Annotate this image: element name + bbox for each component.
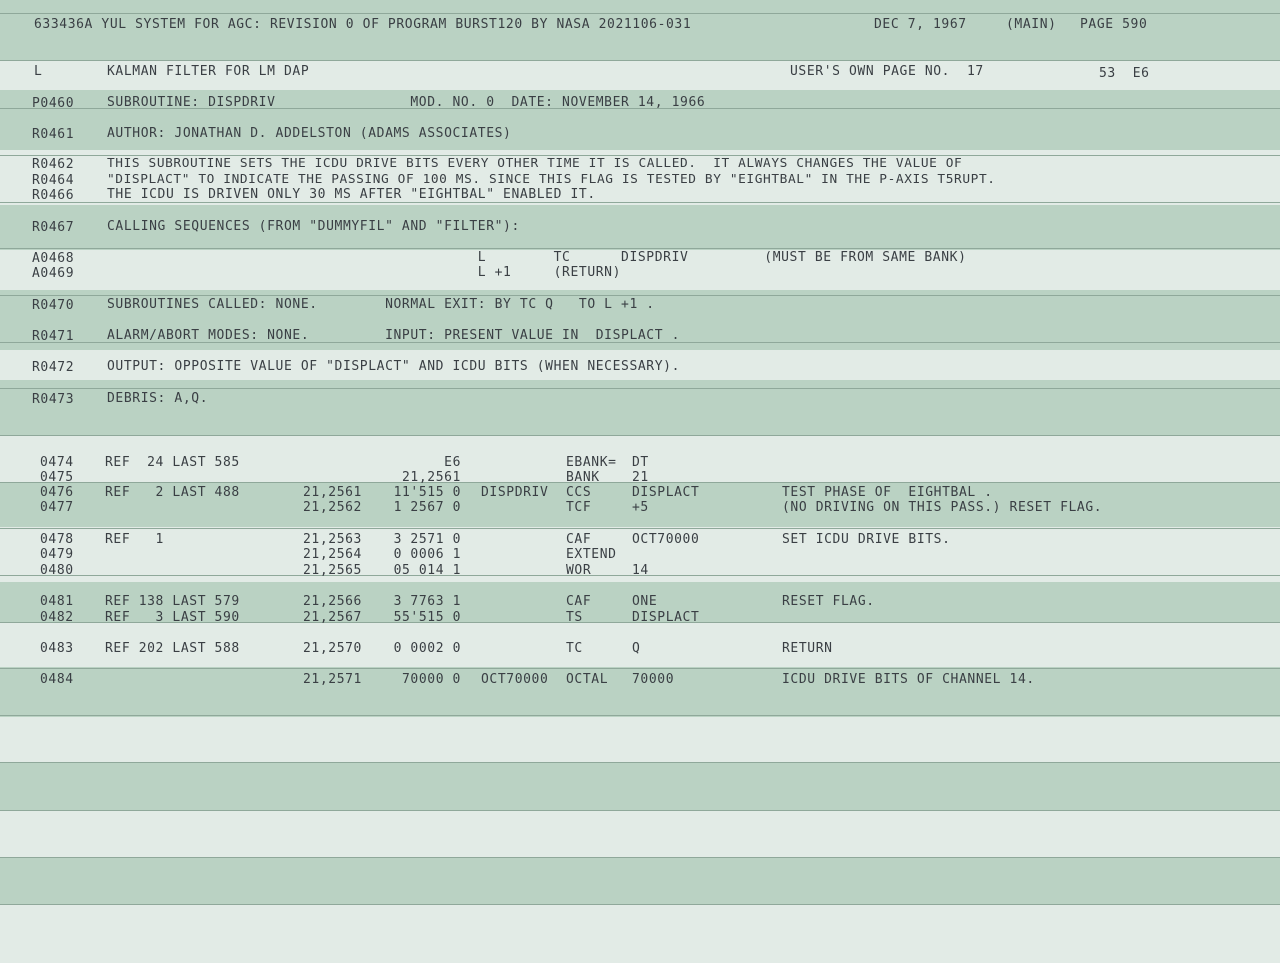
code-ref: REF 3 LAST 590 bbox=[105, 610, 240, 625]
code-op: TS bbox=[566, 610, 583, 625]
code-comment: (NO DRIVING ON THIS PASS.) RESET FLAG. bbox=[782, 500, 1103, 515]
rule-line bbox=[0, 295, 1280, 296]
rule-line bbox=[0, 388, 1280, 389]
rule-line bbox=[0, 60, 1280, 61]
code-comment: TEST PHASE OF EIGHTBAL . bbox=[782, 485, 993, 500]
code-op: TCF bbox=[566, 500, 592, 515]
remark-line-id: R0464 bbox=[32, 173, 75, 188]
paper-band bbox=[0, 762, 1280, 810]
code-op: WOR bbox=[566, 563, 592, 578]
code-line: 0484 bbox=[40, 672, 74, 687]
code-operand: +5 bbox=[632, 500, 649, 515]
remark-line-text: SUBROUTINE: DISPDRIV MOD. NO. 0 DATE: NOVEMBER 14, 1966 bbox=[107, 95, 706, 110]
code-addr: 21,2561 bbox=[303, 485, 362, 500]
remark-line-text: OUTPUT: OPPOSITE VALUE OF "DISPLACT" AND ICDU BITS (WHEN NECESSARY). bbox=[107, 359, 681, 374]
code-ref: REF 138 LAST 579 bbox=[105, 594, 240, 609]
remark-line-id: R0461 bbox=[32, 127, 75, 142]
rule-line bbox=[0, 13, 1280, 14]
code-op: OCTAL bbox=[566, 672, 609, 687]
paper-band bbox=[0, 857, 1280, 904]
code-line: 0483 bbox=[40, 641, 74, 656]
remark-line-id: R0472 bbox=[32, 360, 75, 375]
code-addr: 21,2571 bbox=[303, 672, 362, 687]
code-label: DISPDRIV bbox=[481, 485, 549, 500]
rule-line bbox=[0, 668, 1280, 669]
code-operand: 70000 bbox=[632, 672, 675, 687]
code-line: 0477 bbox=[40, 500, 74, 515]
rule-line bbox=[0, 810, 1280, 811]
title-col1: L bbox=[34, 64, 43, 79]
code-ref: REF 24 LAST 585 bbox=[105, 455, 240, 470]
remark-line-text: "DISPLACT" TO INDICATE THE PASSING OF 100 MS. SINCE THIS FLAG IS TESTED BY "EIGHTBAL" IN THE P-AXIS T5RUPT. bbox=[107, 172, 996, 187]
remark-line-id: R0470 bbox=[32, 298, 75, 313]
header-date: DEC 7, 1967 bbox=[874, 17, 967, 32]
code-line: 0479 bbox=[40, 547, 74, 562]
code-op: TC bbox=[566, 641, 583, 656]
code-addr: 21,2566 bbox=[303, 594, 362, 609]
paper-band bbox=[0, 904, 1280, 963]
code-comment: SET ICDU DRIVE BITS. bbox=[782, 532, 951, 547]
remark-line-text: DEBRIS: A,Q. bbox=[107, 391, 209, 406]
code-word: 0 0002 0 bbox=[393, 641, 461, 656]
rule-line bbox=[0, 762, 1280, 763]
code-line: 0480 bbox=[40, 563, 74, 578]
code-word: 1 2567 0 bbox=[393, 500, 461, 515]
paper-band bbox=[0, 717, 1280, 762]
code-op: EXTEND bbox=[566, 547, 617, 562]
remark-line-text: CALLING SEQUENCES (FROM "DUMMYFIL" AND "FILTER"): bbox=[107, 219, 520, 234]
code-ref: REF 202 LAST 588 bbox=[105, 641, 240, 656]
code-addr: 21,2565 bbox=[303, 563, 362, 578]
remark-line-id: A0468 bbox=[32, 251, 75, 266]
code-op: CAF bbox=[566, 532, 592, 547]
rule-line bbox=[0, 904, 1280, 905]
code-operand: DT bbox=[632, 455, 649, 470]
code-word: 55'515 0 bbox=[393, 610, 461, 625]
code-word: 05 014 1 bbox=[393, 563, 461, 578]
code-operand: 21 bbox=[632, 470, 649, 485]
code-ref: REF 1 bbox=[105, 532, 164, 547]
code-line: 0475 bbox=[40, 470, 74, 485]
code-line: 0482 bbox=[40, 610, 74, 625]
code-addr: 21,2567 bbox=[303, 610, 362, 625]
code-op: EBANK= bbox=[566, 455, 617, 470]
rule-line bbox=[0, 857, 1280, 858]
remark-line-id: R0466 bbox=[32, 188, 75, 203]
header-main: (MAIN) bbox=[1006, 17, 1057, 32]
code-line: 0481 bbox=[40, 594, 74, 609]
code-operand: DISPLACT bbox=[632, 610, 700, 625]
remark-line-id: R0467 bbox=[32, 220, 75, 235]
code-op: BANK bbox=[566, 470, 600, 485]
header-title: 633436A YUL SYSTEM FOR AGC: REVISION 0 OF PROGRAM BURST120 BY NASA 2021106-031 bbox=[34, 17, 692, 32]
remark-line-text: THIS SUBROUTINE SETS THE ICDU DRIVE BITS EVERY OTHER TIME IT IS CALLED. IT ALWAYS CHANGES THE VALUE OF bbox=[107, 156, 963, 171]
remark-line-text: L +1 (RETURN) bbox=[107, 265, 622, 280]
code-comment: RESET FLAG. bbox=[782, 594, 875, 609]
code-word: 70000 0 bbox=[402, 672, 461, 687]
code-line: 0476 bbox=[40, 485, 74, 500]
rule-line bbox=[0, 715, 1280, 716]
code-op: CAF bbox=[566, 594, 592, 609]
subroutine-title: KALMAN FILTER FOR LM DAP bbox=[107, 64, 310, 79]
code-addr: 21,2562 bbox=[303, 500, 362, 515]
code-line: 0474 bbox=[40, 455, 74, 470]
code-addr: 21,2570 bbox=[303, 641, 362, 656]
code-word: 21,2561 bbox=[402, 470, 461, 485]
code-addr: 21,2563 bbox=[303, 532, 362, 547]
header-page: PAGE 590 bbox=[1080, 17, 1148, 32]
remark-line-text: THE ICDU IS DRIVEN ONLY 30 MS AFTER "EIGHTBAL" ENABLED IT. bbox=[107, 187, 596, 202]
remark-line-id: A0469 bbox=[32, 266, 75, 281]
code-operand: ONE bbox=[632, 594, 658, 609]
rule-line bbox=[0, 528, 1280, 529]
paper-band bbox=[0, 810, 1280, 857]
rule-line bbox=[0, 202, 1280, 203]
code-ref: REF 2 LAST 488 bbox=[105, 485, 240, 500]
remark-line-id: R0471 bbox=[32, 329, 75, 344]
code-operand: OCT70000 bbox=[632, 532, 700, 547]
code-operand: DISPLACT bbox=[632, 485, 700, 500]
code-line: 0478 bbox=[40, 532, 74, 547]
code-operand: 14 bbox=[632, 563, 649, 578]
code-op: CCS bbox=[566, 485, 592, 500]
code-word: 3 2571 0 bbox=[393, 532, 461, 547]
code-comment: ICDU DRIVE BITS OF CHANNEL 14. bbox=[782, 672, 1035, 687]
rule-line bbox=[0, 248, 1280, 249]
users-page-number: USER'S OWN PAGE NO. 17 bbox=[790, 64, 984, 79]
code-word: 0 0006 1 bbox=[393, 547, 461, 562]
code-word: 3 7763 1 bbox=[393, 594, 461, 609]
remark-line-text: SUBROUTINES CALLED: NONE. NORMAL EXIT: BY TC Q TO L +1 . bbox=[107, 297, 655, 312]
remark-line-text: L TC DISPDRIV (MUST BE FROM SAME BANK) bbox=[107, 250, 967, 265]
rule-line bbox=[0, 435, 1280, 436]
code-word: E6 bbox=[444, 455, 461, 470]
remark-line-text: ALARM/ABORT MODES: NONE. INPUT: PRESENT VALUE IN DISPLACT . bbox=[107, 328, 681, 343]
remark-line-id: R0473 bbox=[32, 392, 75, 407]
remark-line-id: P0460 bbox=[32, 96, 75, 111]
code-comment: RETURN bbox=[782, 641, 833, 656]
code-operand: Q bbox=[632, 641, 641, 656]
code-word: 11'515 0 bbox=[393, 485, 461, 500]
remark-line-text: AUTHOR: JONATHAN D. ADDELSTON (ADAMS ASSOCIATES) bbox=[107, 126, 512, 141]
page-code: 53 E6 bbox=[1099, 66, 1150, 81]
remark-line-id: R0462 bbox=[32, 157, 75, 172]
code-addr: 21,2564 bbox=[303, 547, 362, 562]
code-label: OCT70000 bbox=[481, 672, 549, 687]
